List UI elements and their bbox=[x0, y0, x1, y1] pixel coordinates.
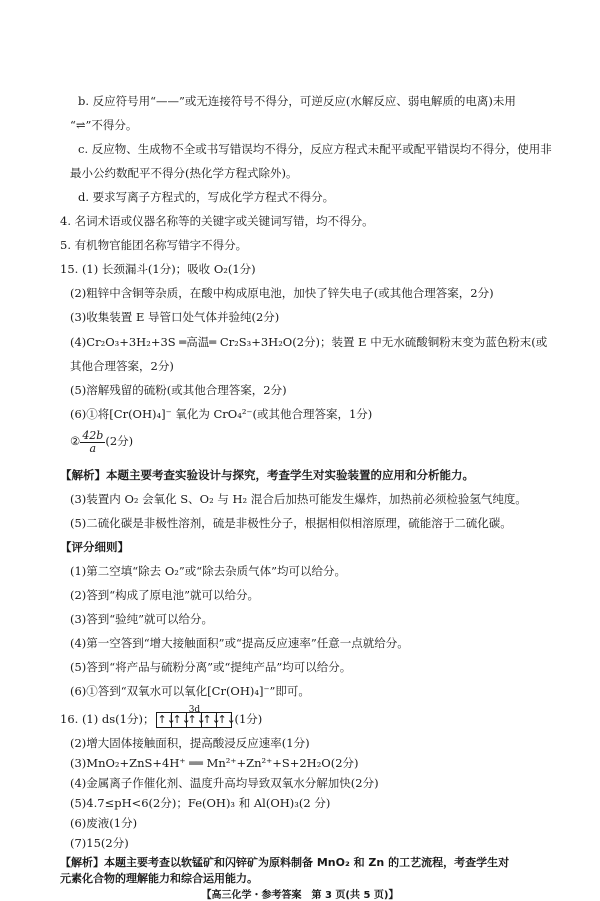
orbital-label: 3d bbox=[188, 705, 201, 715]
q15-analysis-3: (3)装置内 O₂ 会氧化 S、O₂ 与 H₂ 混合后加热可能发生爆炸，加热前必须检验氢气纯度。 bbox=[70, 492, 527, 506]
q15-part2: (2)粗锌中含铜等杂质，在酸中构成原电池，加快了锌失电子(或其他合理答案，2分) bbox=[70, 286, 494, 300]
q15-part1: 15. (1) 长颈漏斗(1分)；吸收 O₂(1分) bbox=[60, 262, 256, 276]
scoring-details-heading: 【评分细则】 bbox=[60, 540, 129, 554]
orbital-diagram bbox=[156, 705, 236, 728]
q16-part1-score: (1分) bbox=[234, 712, 263, 726]
q16-part7: (7)15(2分) bbox=[70, 836, 129, 850]
q15-part6-1: (6)①将[Cr(OH)₄]⁻ 氧化为 CrO₄²⁻(或其他合理答案，1分) bbox=[70, 407, 373, 421]
scoring-1: (1)第二空填“除去 O₂”或“除去杂质气体”均可以给分。 bbox=[70, 564, 346, 578]
q15-analysis-5: (5)二硫化碳是非极性溶剂，硫是非极性分子，根据相似相溶原理，硫能溶于二硫化碳。 bbox=[70, 516, 512, 530]
q16-analysis-line2: 元素化合物的理解能力和综合运用能力。 bbox=[60, 872, 258, 885]
rule-d: d. 要求写离子方程式的，写成化学方程式不得分。 bbox=[78, 190, 335, 204]
q16-part3: (3)MnO₂+ZnS+4H⁺ ══ Mn²⁺+Zn²⁺+S+2H₂O(2分) bbox=[70, 756, 359, 770]
q16-part1 bbox=[60, 705, 570, 734]
q15-part5: (5)溶解残留的硫粉(或其他合理答案，2分) bbox=[70, 383, 287, 397]
scoring-5: (5)答到“将产品与硫粉分离”或“提纯产品”均可以给分。 bbox=[70, 660, 352, 674]
rule-c-line2: 最小公约数配平不得分(热化学方程式除外)。 bbox=[70, 166, 298, 180]
scoring-6: (6)①答到“双氧水可以氧化[Cr(OH)₄]⁻”即可。 bbox=[70, 684, 310, 698]
circled-two: ② bbox=[70, 434, 81, 448]
scoring-2: (2)答到“构成了原电池”就可以给分。 bbox=[70, 588, 260, 602]
q16-part6: (6)废液(1分) bbox=[70, 816, 138, 830]
rule-b-line1: b. 反应符号用“——”或无连接符号不得分，可逆反应(水解反应、弱电解质的电离)未用 bbox=[78, 94, 516, 108]
rule-5: 5. 有机物官能团名称写错字不得分。 bbox=[60, 238, 248, 252]
fraction bbox=[80, 430, 105, 455]
q16-part5: (5)4.7≤pH<6(2分)；Fe(OH)₃ 和 Al(OH)₃(2 分) bbox=[70, 796, 331, 810]
fraction-denominator: a bbox=[89, 441, 97, 455]
analysis-tag: 【解析】 bbox=[60, 468, 106, 482]
page-footer: 【高三化学・参考答案 第 3 页(共 5 页)】 bbox=[201, 890, 399, 901]
q15-part6-2-score: (2分) bbox=[105, 434, 134, 448]
q16-analysis-text-1: 本题主要考查以软锰矿和闪锌矿为原料制备 MnO₂ 和 Zn 的工艺流程，考查学生对 bbox=[104, 856, 510, 869]
scoring-4: (4)第一空答到“增大接触面积”或“提高反应速率”任意一点就给分。 bbox=[70, 636, 409, 650]
scoring-3: (3)答到“验纯”就可以给分。 bbox=[70, 612, 214, 626]
q16-part2: (2)增大固体接触面积，提高酸浸反应速率(1分) bbox=[70, 736, 310, 750]
orbital-box: ↑↓ bbox=[187, 713, 206, 726]
orbital-box: ↑↓ bbox=[217, 713, 236, 726]
rule-4: 4. 名词术语或仪器名称等的关键字或关键词写错，均不得分。 bbox=[60, 214, 374, 228]
q15-part6-2 bbox=[70, 428, 580, 458]
q15-part4-line2: 其他合理答案，2分) bbox=[70, 359, 174, 373]
q16-part4: (4)金属离子作催化剂、温度升高均导致双氧水分解加快(2分) bbox=[70, 776, 379, 790]
q15-analysis-text: 本题主要考查实验设计与探究，考查学生对实验装置的应用和分析能力。 bbox=[106, 468, 474, 482]
q15-part3: (3)收集装置 E 导管口处气体并验纯(2分) bbox=[70, 310, 280, 324]
rule-c-line1: c. 反应物、生成物不全或书写错误均不得分，反应方程式未配平或配平错误均不得分，使用非 bbox=[78, 142, 552, 156]
orbital-box: ↑↓ bbox=[202, 713, 221, 726]
q16-part1-text: 16. (1) ds(1分)； bbox=[60, 712, 155, 726]
q16-analysis-tag: 【解析】 bbox=[60, 856, 104, 869]
q15-analysis bbox=[60, 466, 570, 484]
fraction-numerator: 42b bbox=[82, 428, 104, 442]
orbital-box: ↑↓ bbox=[172, 713, 191, 726]
orbital-box: ↑↓ bbox=[157, 713, 176, 726]
rule-b-line2: “⇌”不得分。 bbox=[70, 118, 138, 132]
q15-part4-line1: (4)Cr₂O₃+3H₂+3S ═高温═ Cr₂S₃+3H₂O(2分)；装置 E 中无水硫酸铜粉末变为蓝色粉末(或 bbox=[70, 335, 548, 349]
